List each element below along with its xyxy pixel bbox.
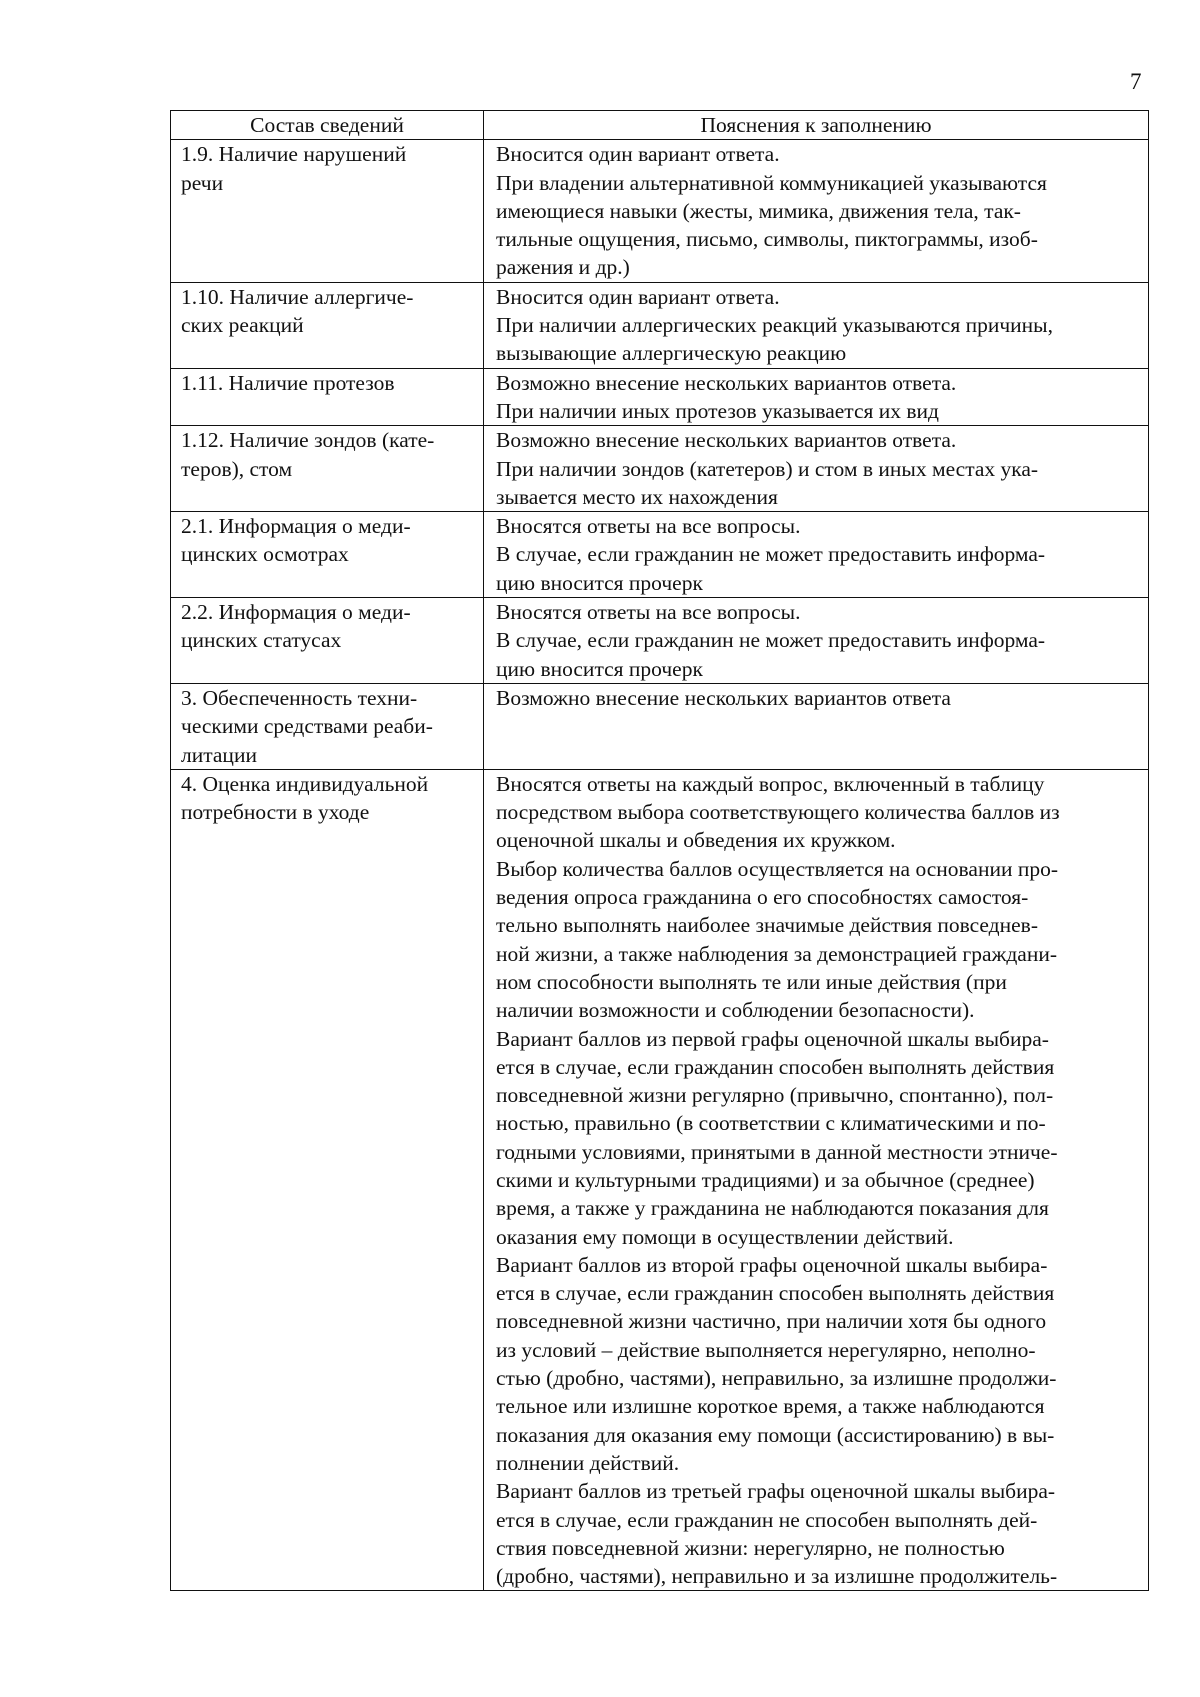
table-body bbox=[171, 140, 1149, 1591]
header-row bbox=[171, 111, 1149, 140]
item-text: 2.2. Информация о меди- цинских статусах bbox=[181, 600, 411, 653]
item-cell bbox=[171, 368, 484, 426]
item-cell bbox=[171, 598, 484, 684]
explanation-text: Вносятся ответы на каждый вопрос, включенный в таблицу посредством выбора соответствующего количества баллов из оценочной шкалы и обведения их кружком. Выбор количества баллов осуществляется на основании про- ведения опроса гражданина о его способностях самостоя- тельно выполнять наиболее значимые действия повседнев- ной жизни, а также наблюдения за демонстрацией граждани- ном способности выполнять те или иные действия (при наличии возможности и соблюдении безопасности). Вариант баллов из первой графы оценочной шкалы выбира- ется в случае, если гражданин способен выполнять действия повседневной жизни регулярно (привычно, спонтанно), пол- ностью, правильно (в соответствии с климатическими и по- годными условиями, принятыми в данной местности этниче- скими и культурными традициями) и за обычное (среднее) время, а также у гражданина не наблюдаются показания для оказания ему помощи в осуществлении действий. Вариант баллов из второй графы оценочной шкалы выбира- ется в случае, если гражданин способен выполнять действия повседневной жизни частично, при наличии хотя бы одного из условий – действие выполняется нерегулярно, неполно- стью (дробно, частями), неправильно, за излишне продолжи- тельное или излишне короткое время, а также наблюдаются показания для оказания ему помощи (ассистированию) в вы- полнении действий. Вариант баллов из третьей графы оценочной шкалы выбира- ется в случае, если гражданин не способен выполнять дей- ствия повседневной жизни: нерегулярно, не полностью (дробно, частями), неправильно и за излишне продолжитель- bbox=[496, 771, 1060, 1589]
explanation-text: Возможно внесение нескольких вариантов ответа. При наличии иных протезов указывается их вид bbox=[496, 370, 957, 423]
explanation-text: Возможно внесение нескольких вариантов ответа. При наличии зондов (катетеров) и стом в иных местах ука- зывается место их нахождения bbox=[496, 428, 1039, 509]
item-cell bbox=[171, 512, 484, 598]
item-text: 2.1. Информация о меди- цинских осмотрах bbox=[181, 514, 411, 567]
item-cell bbox=[171, 282, 484, 368]
item-cell bbox=[171, 769, 484, 1591]
item-text: 1.9. Наличие нарушений речи bbox=[181, 142, 407, 195]
header-composition: Состав сведений bbox=[171, 111, 484, 140]
explanation-text: Возможно внесение нескольких вариантов ответа bbox=[496, 685, 951, 710]
item-text: 4. Оценка индивидуальной потребности в уходе bbox=[181, 771, 429, 825]
table-row bbox=[171, 282, 1149, 368]
table-header bbox=[171, 111, 1149, 140]
explanation-cell bbox=[484, 512, 1149, 598]
item-cell bbox=[171, 426, 484, 512]
explanation-cell bbox=[484, 282, 1149, 368]
item-cell bbox=[171, 683, 484, 769]
item-text: 1.11. Наличие протезов bbox=[181, 370, 395, 395]
explanation-cell bbox=[484, 683, 1149, 769]
table-row bbox=[171, 368, 1149, 426]
header-explanations: Пояснения к заполнению bbox=[484, 111, 1149, 140]
explanation-cell bbox=[484, 426, 1149, 512]
explanation-text: Вносится один вариант ответа. При наличии аллергических реакций указываются причины, вызывающие аллергическую реакцию bbox=[496, 284, 1053, 366]
table-row bbox=[171, 598, 1149, 684]
table-row bbox=[171, 769, 1149, 1591]
page-number: 7 bbox=[1130, 69, 1142, 94]
explanation-text: Вносятся ответы на все вопросы. В случае, если гражданин не может предоставить информа- цию вносится прочерк bbox=[496, 600, 1046, 681]
table-row bbox=[171, 426, 1149, 512]
explanation-cell bbox=[484, 368, 1149, 426]
item-text: 3. Обеспеченность техни- ческими средствами реаби- литации bbox=[181, 685, 433, 767]
table-row bbox=[171, 140, 1149, 282]
instructions-table bbox=[170, 110, 1149, 1591]
table-row bbox=[171, 683, 1149, 769]
explanation-text: Вносится один вариант ответа. При владении альтернативной коммуникацией указываются имеющиеся навыки (жесты, мимика, движения тела, так- тильные ощущения, письмо, символы, пиктограммы, изоб- ражения и др.) bbox=[496, 142, 1047, 280]
item-text: 1.10. Наличие аллергиче- ских реакций bbox=[181, 284, 414, 338]
item-cell bbox=[171, 140, 484, 282]
explanation-cell bbox=[484, 598, 1149, 684]
explanation-cell bbox=[484, 140, 1149, 282]
item-text: 1.12. Наличие зондов (кате- теров), стом bbox=[181, 428, 435, 481]
table-row bbox=[171, 512, 1149, 598]
explanation-cell bbox=[484, 769, 1149, 1591]
explanation-text: Вносятся ответы на все вопросы. В случае, если гражданин не может предоставить информа- цию вносится прочерк bbox=[496, 514, 1046, 595]
